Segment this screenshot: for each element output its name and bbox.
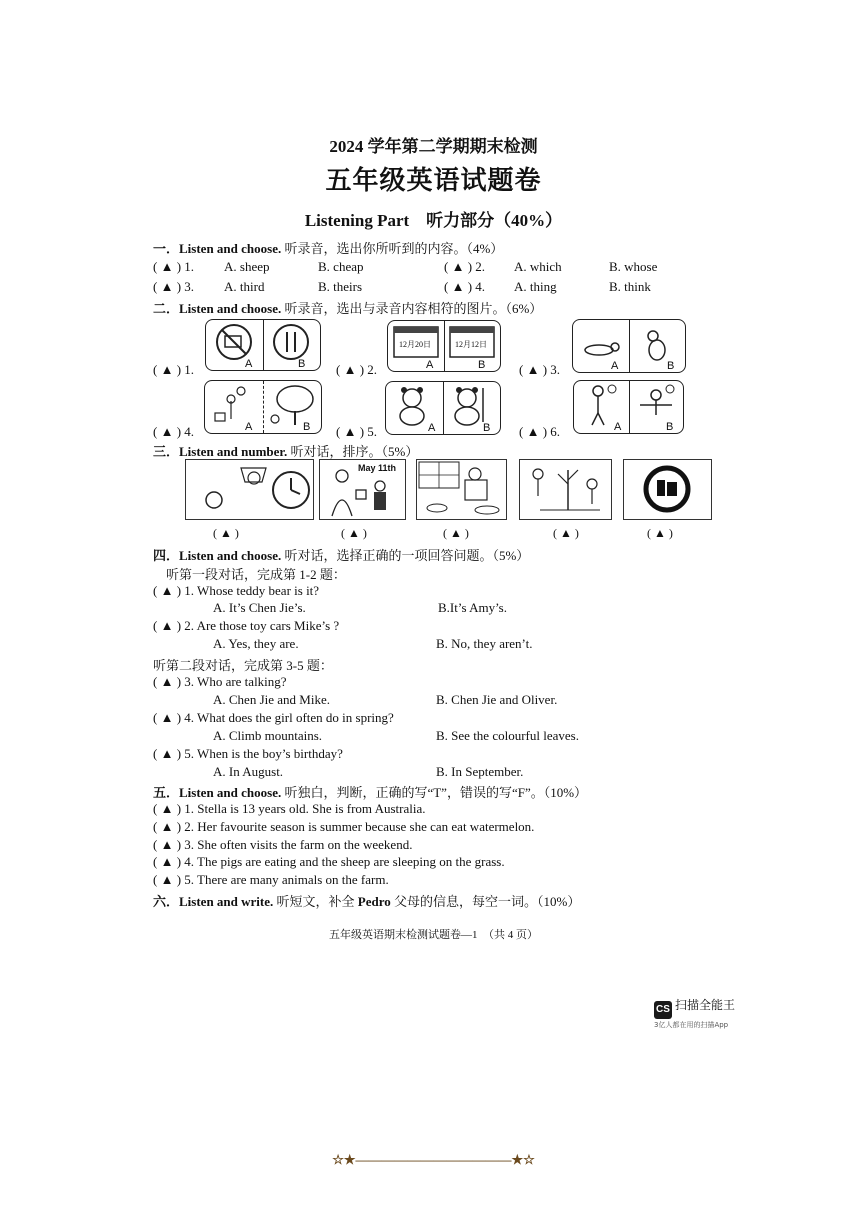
sitting-dog-icon <box>629 320 685 372</box>
s5-item-5: ( ▲ ) 5. There are many animals on the farm. <box>153 872 389 887</box>
answer-blank[interactable]: ( ▲ ) <box>153 259 182 274</box>
bottom-decoration: ☆★————————————★☆ <box>332 1152 535 1167</box>
s3-picture-library-sign <box>623 459 712 520</box>
section-5-title: 五．Listen and choose. 听独白，判断，正确的写“T”，错误的写“F”。（10%） <box>153 785 588 800</box>
s3-picture-basketball-clock <box>185 459 314 520</box>
s5-item-1: ( ▲ ) 1. Stella is 13 years old. She is from Australia. <box>153 801 426 816</box>
section-1-title: 一．Listen and choose. 听录音，选出你所听到的内容。（4%） <box>153 241 504 256</box>
answer-blank[interactable]: ( ▲ ) <box>153 583 182 598</box>
s3-picture-room-cleaning <box>416 459 507 520</box>
option-a: A. sheep <box>224 259 270 274</box>
s4-question-3: ( ▲ ) 3. Who are talking? <box>153 674 287 689</box>
option-b: B.It’s Amy’s. <box>438 600 507 615</box>
s4-question-2: ( ▲ ) 2. Are those toy cars Mike’s ? <box>153 618 340 633</box>
panda-eating-bamboo-icon <box>443 382 500 434</box>
calendar-date-b: 12月12日 <box>455 340 487 349</box>
s2-q3-label: ( ▲ ) 3. <box>519 362 561 377</box>
exam-title-main: 五年级英语试题卷 <box>325 166 542 195</box>
option-b: B. In September. <box>436 764 524 779</box>
section-4-title: 四．Listen and choose. 听对话，选择正确的一项回答问题。（5%） <box>153 548 530 563</box>
s4-question-5: ( ▲ ) 5. When is the boy’s birthday? <box>153 746 343 761</box>
answer-blank[interactable]: ( ▲ ) <box>153 837 182 852</box>
answer-blank[interactable]: ( ▲ ) <box>153 872 182 887</box>
answer-blank[interactable]: ( ▲ ) <box>153 801 182 816</box>
s4-question-1: ( ▲ ) 1. Whose teddy bear is it? <box>153 583 320 598</box>
option-b: B. cheap <box>318 259 364 274</box>
section-2-title: 二．Listen and choose. 听录音，选出与录音内容相符的图片。（6%） <box>153 301 543 316</box>
answer-blank[interactable]: ( ▲ ) <box>153 854 182 869</box>
s2-q6-picture-pair: A B <box>573 380 684 434</box>
scanner-watermark <box>654 996 735 1030</box>
s2-q4-label: ( ▲ ) 4. <box>153 424 195 439</box>
option-b: B. Chen Jie and Oliver. <box>436 692 558 707</box>
answer-blank[interactable]: ( ▲ ) <box>444 279 473 294</box>
basketball-and-clock-icon <box>186 460 313 519</box>
option-b: B. theirs <box>318 279 363 294</box>
answer-blank[interactable]: ( ▲ ) <box>153 424 182 439</box>
answer-blank[interactable]: ( ▲ ) <box>336 362 365 377</box>
no-food-sign-icon <box>206 320 263 370</box>
s5-item-3: ( ▲ ) 3. She often visits the farm on the weekend. <box>153 837 413 852</box>
s5-item-2: ( ▲ ) 2. Her favourite season is summer because she can eat watermelon. <box>153 819 535 834</box>
answer-blank[interactable]: ( ▲ ) <box>336 424 365 439</box>
s4-question-4: ( ▲ ) 4. What does the girl often do in spring? <box>153 710 394 725</box>
s5-item-4: ( ▲ ) 4. The pigs are eating and the sheep are sleeping on the grass. <box>153 854 505 869</box>
s2-q4-picture-pair: A B <box>204 380 322 434</box>
no-eating-sign-icon <box>263 320 320 370</box>
option-a: A. thing <box>514 279 557 294</box>
tree-icon <box>263 381 321 433</box>
s2-q2-picture-pair: 12月20日 12月12日 A B <box>387 320 501 372</box>
option-b: B. No, they aren’t. <box>436 636 533 651</box>
s3-picture-planting-tree <box>519 459 612 520</box>
option-a: A. Yes, they are. <box>213 636 299 651</box>
room-scene-icon <box>417 460 506 519</box>
answer-blank[interactable]: ( ▲ ) <box>341 526 367 540</box>
s2-q3-picture-pair: A B <box>572 319 686 373</box>
option-a: A. Chen Jie and Mike. <box>213 692 330 707</box>
boy-exercising-icon <box>628 381 682 433</box>
answer-blank[interactable]: ( ▲ ) <box>519 424 548 439</box>
lying-dog-icon <box>573 320 629 372</box>
quiet-sign-icon <box>624 460 711 519</box>
answer-blank[interactable]: ( ▲ ) <box>153 279 182 294</box>
s2-q1-picture-pair: A B <box>205 319 321 371</box>
planting-flowers-icon <box>205 381 263 433</box>
s2-q1-label: ( ▲ ) 1. <box>153 362 195 377</box>
scanner-name: 扫描全能王 <box>675 998 736 1012</box>
option-a: A. which <box>514 259 562 274</box>
answer-blank[interactable]: ( ▲ ) <box>553 526 579 540</box>
answer-blank[interactable]: ( ▲ ) <box>153 710 182 725</box>
s2-q5-picture-pair: A B <box>385 381 501 435</box>
s4-part-2-label: 听第二段对话，完成第 3-5 题： <box>153 658 333 673</box>
option-a: A. third <box>224 279 265 294</box>
option-a: A. In August. <box>213 764 284 779</box>
answer-blank[interactable]: ( ▲ ) <box>153 618 182 633</box>
option-b: B. think <box>609 279 651 294</box>
page-footer: 五年级英语期末检测试题卷—1 （共 4 页） <box>329 929 538 941</box>
option-b: B. whose <box>609 259 658 274</box>
s2-q6-label: ( ▲ ) 6. <box>519 424 561 439</box>
s3-picture-birthday-gift <box>319 459 406 520</box>
s4-part-1-label: 听第一段对话，完成第 1-2 题： <box>166 567 346 582</box>
option-b: B. See the colourful leaves. <box>436 728 579 743</box>
section-6-title: 六．Listen and write. 听短文，补全 Pedro 父母的信息，每空一词。（10%） <box>153 894 581 909</box>
answer-blank[interactable]: ( ▲ ) <box>153 674 182 689</box>
scanner-tagline: 3亿人都在用的扫描App <box>654 1021 729 1029</box>
kids-planting-tree-icon <box>520 460 611 519</box>
s1-row-1: ( ▲ ) 1. <box>153 259 195 274</box>
exam-title-year: 2024 学年第二学期期末检测 <box>329 137 538 156</box>
answer-blank[interactable]: ( ▲ ) <box>444 259 473 274</box>
s1-row-2: ( ▲ ) 2. <box>444 259 486 274</box>
calendar-date-a: 12月20日 <box>399 340 431 349</box>
answer-blank[interactable]: ( ▲ ) <box>213 526 239 540</box>
exam-title-listening: Listening Part 听力部分（40%） <box>304 211 563 230</box>
answer-blank[interactable]: ( ▲ ) <box>519 362 548 377</box>
camscanner-logo-icon: CS <box>654 1001 672 1019</box>
answer-blank[interactable]: ( ▲ ) <box>153 362 182 377</box>
s1-row-3: ( ▲ ) 3. <box>153 279 195 294</box>
section-3-title: 三．Listen and number. 听对话，排序。（5%） <box>153 444 419 459</box>
s2-q5-label: ( ▲ ) 5. <box>336 424 378 439</box>
s1-row-4: ( ▲ ) 4. <box>444 279 486 294</box>
answer-blank[interactable]: ( ▲ ) <box>443 526 469 540</box>
answer-blank[interactable]: ( ▲ ) <box>153 819 182 834</box>
option-a: A. It’s Chen Jie’s. <box>213 600 306 615</box>
answer-blank[interactable]: ( ▲ ) <box>647 526 673 540</box>
date-caption: May 11th <box>358 463 397 473</box>
answer-blank[interactable]: ( ▲ ) <box>153 746 182 761</box>
s2-q2-label: ( ▲ ) 2. <box>336 362 378 377</box>
option-a: A. Climb mountains. <box>213 728 323 743</box>
